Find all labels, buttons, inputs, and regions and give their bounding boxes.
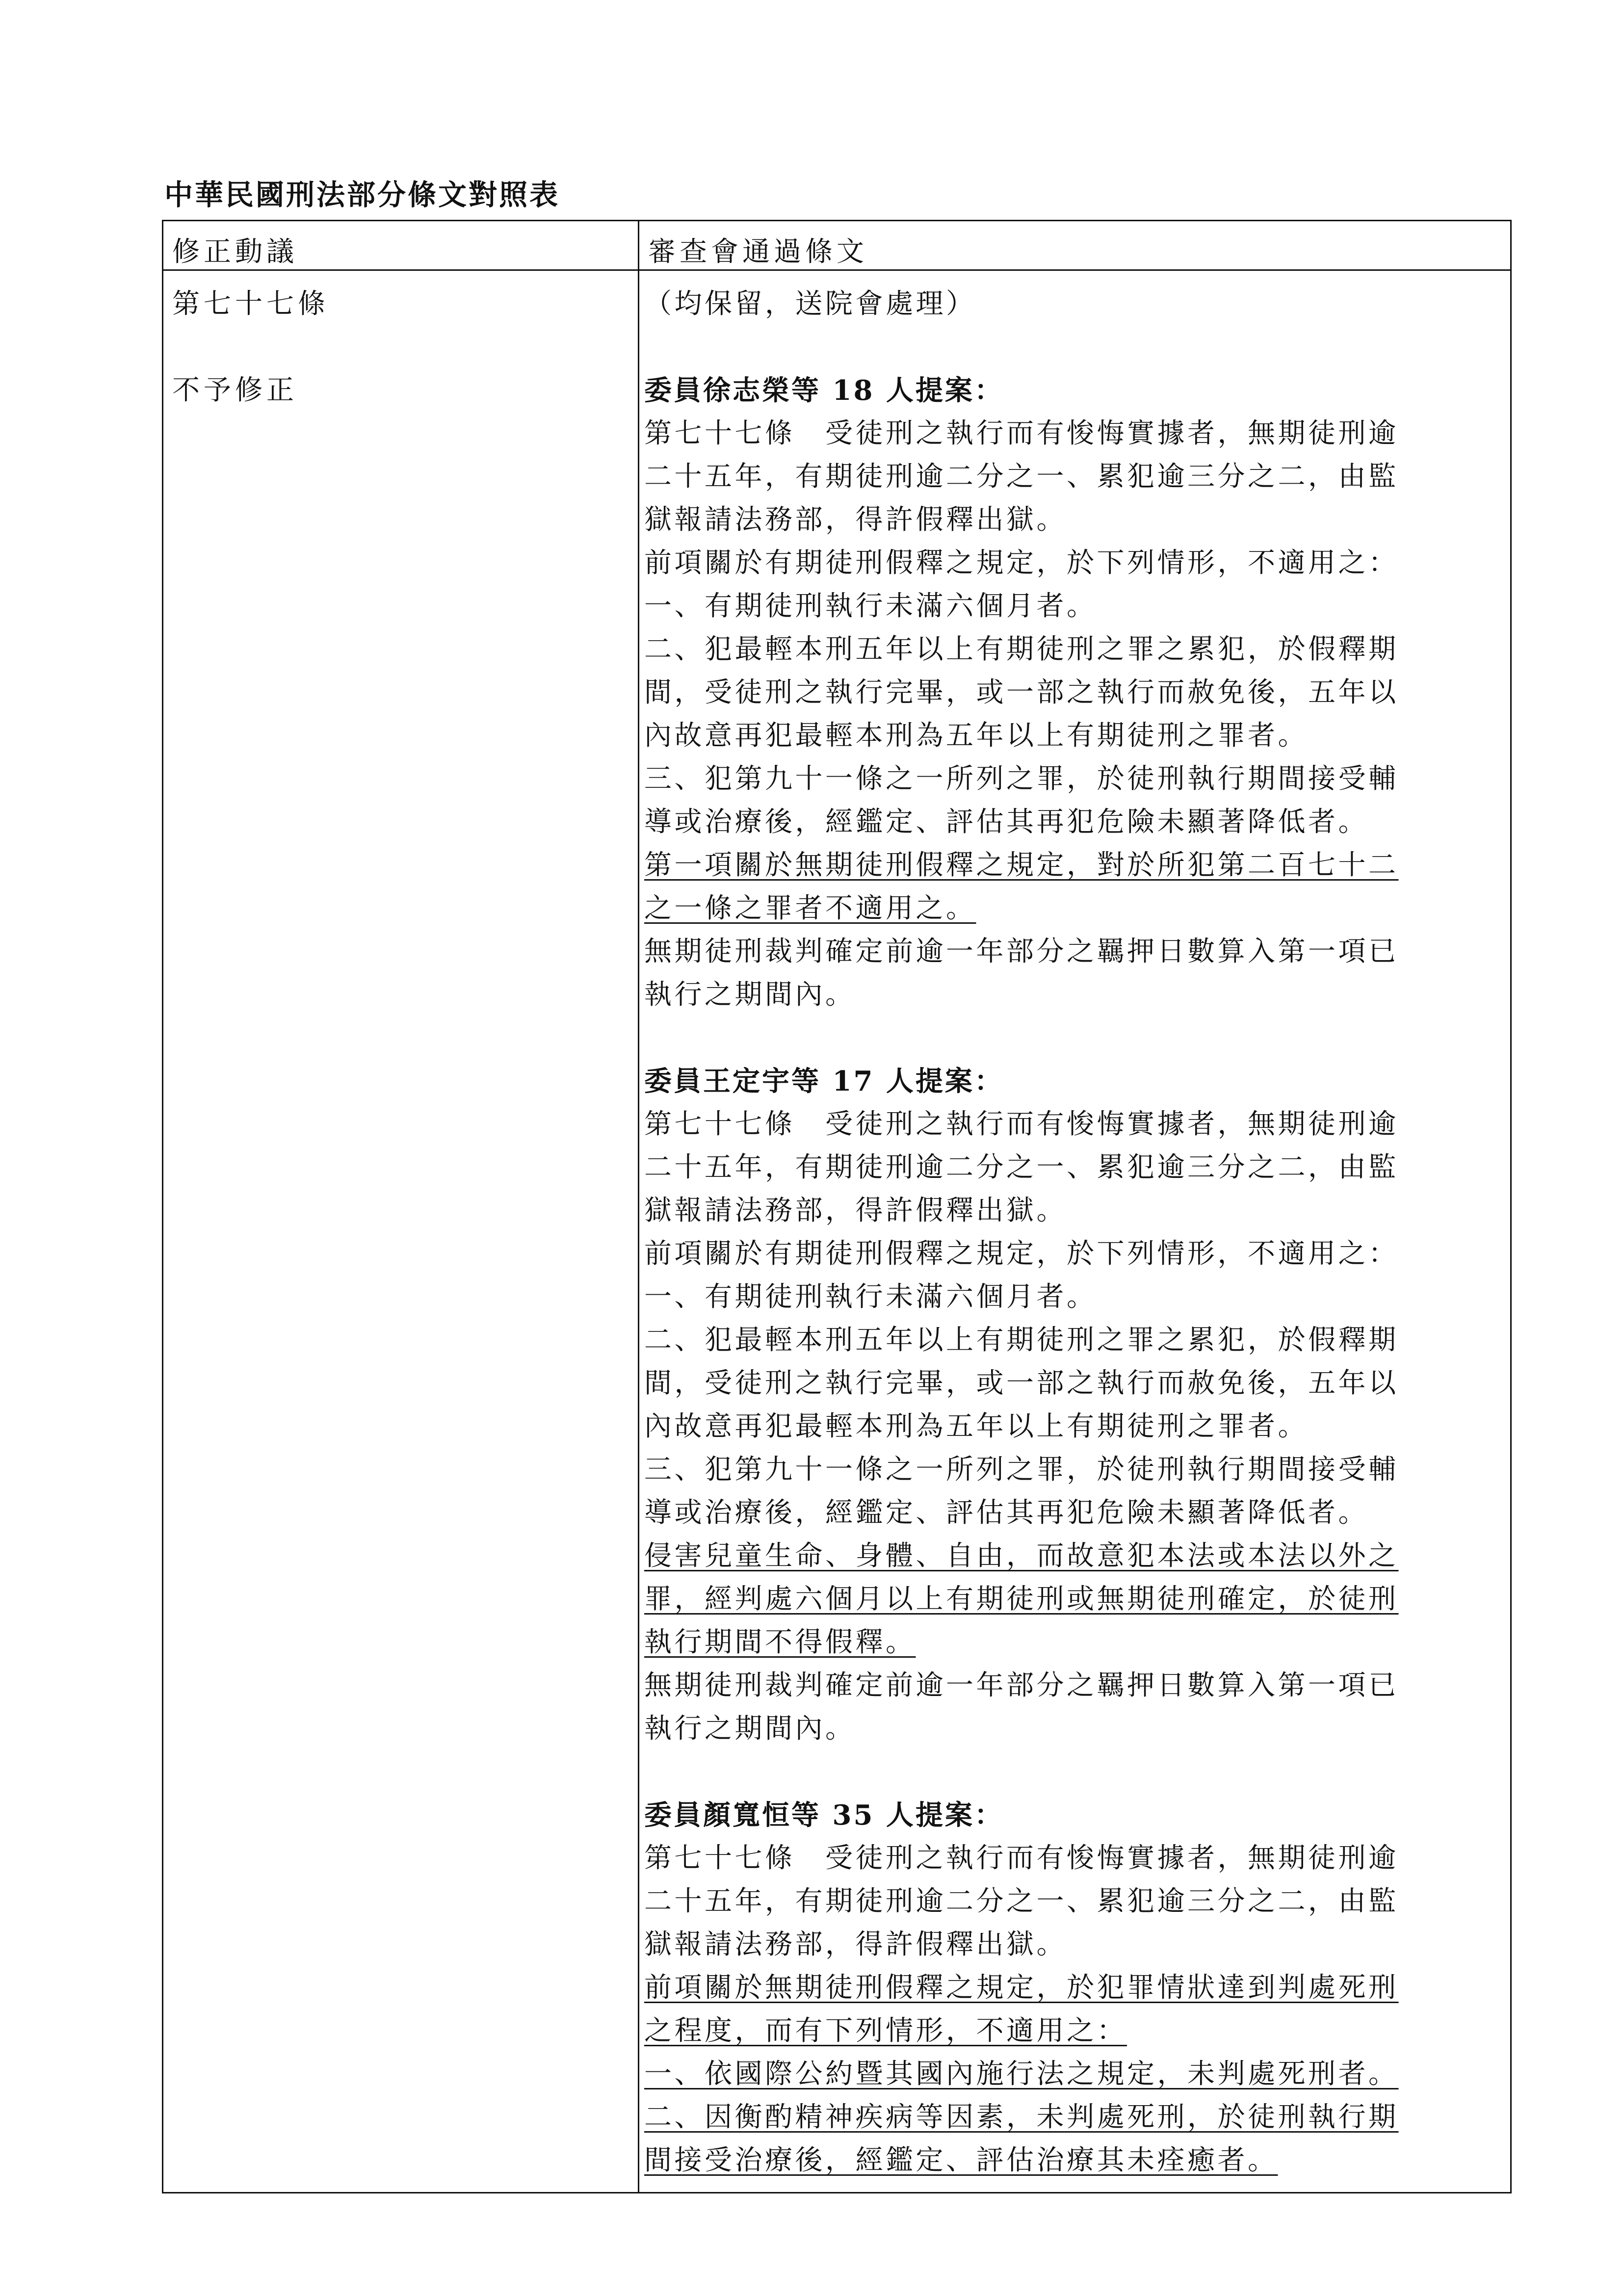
article-text-line xyxy=(644,2053,1505,2096)
article-text-line xyxy=(644,585,1505,628)
article-text-line xyxy=(644,887,1505,930)
header-cell-motion xyxy=(163,221,639,270)
article-text-line xyxy=(644,1707,1505,1750)
amended-text: 侵害兒童生命、身體、自由，而故意犯本法或本法以外之 xyxy=(644,1540,1399,1572)
amended-text: 間接受治療後，經鑑定、評估治療其未痊癒者。 xyxy=(644,2144,1278,2176)
document-title: 中華民國刑法部分條文對照表 xyxy=(164,178,560,211)
line-text: 委員王定宇等 17 人提案： xyxy=(644,1065,1004,1097)
header-approved-text: 審查會通過條文 xyxy=(648,236,868,268)
article-text-line xyxy=(644,757,1505,801)
article-text-line xyxy=(644,1146,1505,1189)
line-text: 間，受徒刑之執行完畢，或一部之執行而赦免後，五年以 xyxy=(644,677,1399,708)
article-text-line xyxy=(644,1535,1505,1578)
article-text-line xyxy=(644,1319,1505,1362)
line-text: 三、犯第九十一條之一所列之罪，於徒刑執行期間接受輔 xyxy=(644,1454,1399,1486)
article-text-line xyxy=(644,1276,1505,1319)
blank-line xyxy=(644,1017,1505,1060)
motion-line: 第七十七條 xyxy=(172,288,329,320)
article-text-line xyxy=(644,1880,1505,1923)
line-text: 二十五年，有期徒刑逾二分之一、累犯逾三分之二，由監 xyxy=(644,1151,1399,1183)
amended-text: 一、依國際公約暨其國內施行法之規定，未判處死刑者。 xyxy=(644,2058,1399,2090)
amended-text: 之程度，而有下列情形，不適用之： xyxy=(644,2015,1127,2047)
line-text: 導或治療後，經鑑定、評估其再犯危險未顯著降低者。 xyxy=(644,806,1368,838)
blank-line xyxy=(172,326,638,369)
amended-text: 前項關於無期徒刑假釋之規定，於犯罪情狀達到判處死刑 xyxy=(644,1972,1399,2004)
line-text: 第七十七條 受徒刑之執行而有悛悔實據者，無期徒刑逾 xyxy=(644,1108,1399,1140)
line-text: 內故意再犯最輕本刑為五年以上有期徒刑之罪者。 xyxy=(644,1410,1308,1442)
article-text-line xyxy=(644,671,1505,714)
proposal-heading xyxy=(644,369,1505,412)
line-text: 第七十七條 受徒刑之執行而有悛悔實據者，無期徒刑逾 xyxy=(644,1842,1399,1874)
article-text-line xyxy=(644,714,1505,757)
line-text: 前項關於有期徒刑假釋之規定，於下列情形，不適用之： xyxy=(644,1238,1399,1270)
article-text-line xyxy=(644,542,1505,585)
article-text-line xyxy=(644,1837,1505,1880)
line-text: 執行之期間內。 xyxy=(644,1713,856,1745)
line-text: 執行之期間內。 xyxy=(644,979,856,1011)
line-text: 委員徐志榮等 18 人提案： xyxy=(644,374,1004,407)
motion-column xyxy=(163,271,638,412)
comparison-table xyxy=(162,220,1512,2193)
article-text-line xyxy=(644,930,1505,973)
table-header-row xyxy=(163,221,1511,270)
amended-text: 罪，經判處六個月以上有期徒刑或無期徒刑確定，於徒刑 xyxy=(644,1583,1399,1615)
line-text: 獄報請法務部，得許假釋出獄。 xyxy=(644,504,1067,536)
article-text-line xyxy=(644,498,1505,542)
blank-line xyxy=(644,326,1505,369)
table-body-row xyxy=(163,270,1511,2193)
article-text-line xyxy=(644,1405,1505,1448)
line-text: 間，受徒刑之執行完畢，或一部之執行而赦免後，五年以 xyxy=(644,1367,1399,1399)
line-text: 無期徒刑裁判確定前逾一年部分之羈押日數算入第一項已 xyxy=(644,936,1399,967)
line-text: 無期徒刑裁判確定前逾一年部分之羈押日數算入第一項已 xyxy=(644,1670,1399,1701)
article-text-line xyxy=(644,1232,1505,1276)
article-text-line xyxy=(644,1448,1505,1491)
header-motion: 修正動議 xyxy=(172,236,298,268)
article-text-line xyxy=(644,1578,1505,1621)
line-text: 前項關於有期徒刑假釋之規定，於下列情形，不適用之： xyxy=(644,547,1399,579)
line-text: 一、有期徒刑執行未滿六個月者。 xyxy=(644,1281,1097,1313)
amended-text: 二、因衡酌精神疾病等因素，未判處死刑，於徒刑執行期 xyxy=(644,2101,1399,2133)
line-text: 二、犯最輕本刑五年以上有期徒刑之罪之累犯，於假釋期 xyxy=(644,633,1399,665)
article-text-line xyxy=(644,1621,1505,1664)
line-text: 二十五年，有期徒刑逾二分之一、累犯逾三分之二，由監 xyxy=(644,461,1399,493)
article-text-line xyxy=(644,1103,1505,1146)
line-text: 二十五年，有期徒刑逾二分之一、累犯逾三分之二，由監 xyxy=(644,1885,1399,1917)
article-text-line xyxy=(644,1664,1505,1707)
amended-text: 執行期間不得假釋。 xyxy=(644,1626,916,1658)
line-text: 委員顏寬恒等 35 人提案： xyxy=(644,1799,1004,1831)
article-text-line xyxy=(644,2139,1505,2182)
line-text: 第七十七條 受徒刑之執行而有悛悔實據者，無期徒刑逾 xyxy=(644,417,1399,449)
line-text: 二、犯最輕本刑五年以上有期徒刑之罪之累犯，於假釋期 xyxy=(644,1324,1399,1356)
article-text-line xyxy=(644,1491,1505,1535)
motion-line: 不予修正 xyxy=(172,374,298,406)
proposal-heading xyxy=(644,1794,1505,1837)
article-text-line xyxy=(644,628,1505,671)
article-text-line xyxy=(644,1362,1505,1405)
line-text: 三、犯第九十一條之一所列之罪，於徒刑執行期間接受輔 xyxy=(644,763,1399,795)
amended-text: 之一條之罪者不適用之。 xyxy=(644,892,976,924)
approved-text-column xyxy=(639,271,1510,2192)
article-text-line xyxy=(644,283,1505,326)
article-text-line xyxy=(644,2096,1505,2139)
approved-cell xyxy=(639,270,1511,2193)
line-text: 獄報請法務部，得許假釋出獄。 xyxy=(644,1929,1067,1960)
article-text-line xyxy=(644,1923,1505,1966)
article-text-line xyxy=(644,844,1505,887)
article-text-line xyxy=(644,2009,1505,2053)
article-text-line xyxy=(644,801,1505,844)
line-text: 內故意再犯最輕本刑為五年以上有期徒刑之罪者。 xyxy=(644,720,1308,752)
line-text: （均保留，送院會處理） xyxy=(644,288,976,320)
article-text-line xyxy=(644,1966,1505,2009)
proposal-heading xyxy=(644,1060,1505,1103)
blank-line xyxy=(644,1750,1505,1794)
article-text-line xyxy=(644,455,1505,498)
amended-text: 第一項關於無期徒刑假釋之規定，對於所犯第二百七十二 xyxy=(644,849,1399,881)
line-text: 導或治療後，經鑑定、評估其再犯危險未顯著降低者。 xyxy=(644,1497,1368,1529)
header-cell-approved xyxy=(639,221,1511,270)
line-text: 獄報請法務部，得許假釋出獄。 xyxy=(644,1195,1067,1226)
article-text-line xyxy=(644,1189,1505,1232)
article-text-line xyxy=(644,412,1505,455)
article-text-line xyxy=(644,973,1505,1017)
motion-cell xyxy=(163,270,639,2193)
line-text: 一、有期徒刑執行未滿六個月者。 xyxy=(644,590,1097,622)
